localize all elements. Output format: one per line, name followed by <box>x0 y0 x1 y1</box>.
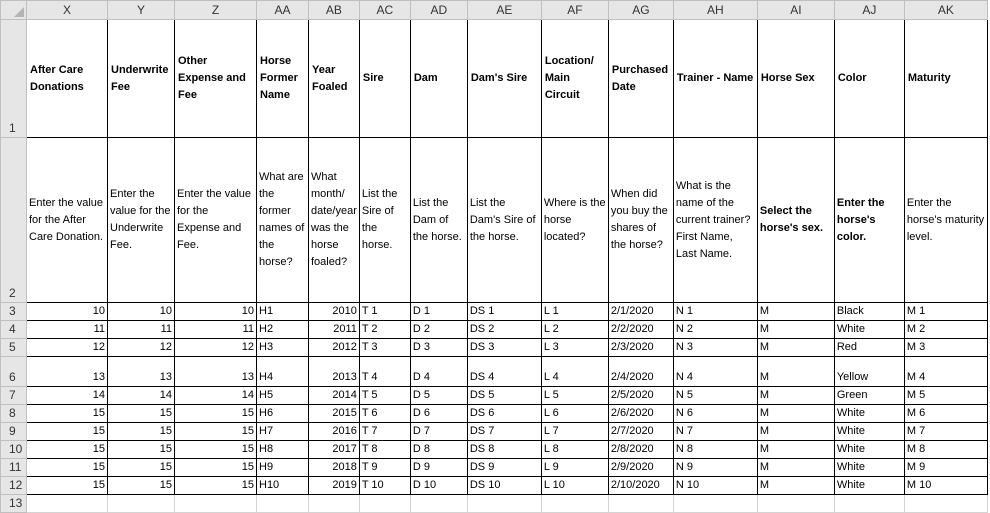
row-header[interactable]: 5 <box>1 339 27 357</box>
row-header[interactable]: 13 <box>1 495 27 513</box>
description-cell[interactable]: List the Sire of the horse. <box>359 138 410 303</box>
data-cell[interactable]: 14 <box>175 387 257 405</box>
data-cell[interactable]: M <box>757 357 834 387</box>
header-cell[interactable]: After Care Donations <box>27 20 108 138</box>
empty-cell[interactable] <box>467 495 541 513</box>
data-cell[interactable]: DS 1 <box>467 303 541 321</box>
header-cell[interactable]: Other Expense and Fee <box>175 20 257 138</box>
data-cell[interactable]: D 6 <box>410 405 467 423</box>
data-cell[interactable]: DS 9 <box>467 459 541 477</box>
data-cell[interactable]: L 6 <box>541 405 608 423</box>
data-cell[interactable]: M <box>757 405 834 423</box>
data-cell[interactable]: N 2 <box>673 321 757 339</box>
empty-cell[interactable] <box>757 495 834 513</box>
data-cell[interactable]: T 7 <box>359 423 410 441</box>
data-cell[interactable]: D 5 <box>410 387 467 405</box>
header-cell[interactable]: Dam's Sire <box>467 20 541 138</box>
data-cell[interactable]: DS 3 <box>467 339 541 357</box>
column-header-ah[interactable]: AH <box>673 1 757 20</box>
data-cell[interactable]: D 3 <box>410 339 467 357</box>
description-cell[interactable]: List the Dam's Sire of the horse. <box>467 138 541 303</box>
data-cell[interactable]: M 5 <box>904 387 987 405</box>
data-cell[interactable]: White <box>834 477 904 495</box>
table-row <box>1 477 988 495</box>
data-cell[interactable]: 12 <box>108 339 175 357</box>
data-cell[interactable]: DS 5 <box>467 387 541 405</box>
data-cell[interactable]: 15 <box>108 405 175 423</box>
data-cell[interactable]: M 7 <box>904 423 987 441</box>
column-header-af[interactable]: AF <box>541 1 608 20</box>
data-cell[interactable]: H8 <box>257 441 309 459</box>
data-cell[interactable]: M 3 <box>904 339 987 357</box>
data-cell[interactable]: H4 <box>257 357 309 387</box>
data-cell[interactable]: 11 <box>27 321 108 339</box>
data-cell[interactable]: M <box>757 459 834 477</box>
data-cell[interactable]: 15 <box>27 441 108 459</box>
data-cell[interactable]: 12 <box>27 339 108 357</box>
description-cell[interactable]: When did you buy the shares of the horse? <box>608 138 673 303</box>
description-cell[interactable]: What are the former names of the horse? <box>257 138 309 303</box>
description-cell[interactable]: List the Dam of the horse. <box>410 138 467 303</box>
table-row <box>1 357 988 387</box>
data-cell[interactable]: 10 <box>27 303 108 321</box>
header-cell[interactable]: Sire <box>359 20 410 138</box>
data-cell[interactable]: M <box>757 441 834 459</box>
data-cell[interactable]: H1 <box>257 303 309 321</box>
data-cell[interactable]: Yellow <box>834 357 904 387</box>
data-cell[interactable]: L 2 <box>541 321 608 339</box>
data-cell[interactable]: 2/2/2020 <box>608 321 673 339</box>
header-cell[interactable]: Purchased Date <box>608 20 673 138</box>
data-cell[interactable]: 15 <box>27 423 108 441</box>
data-cell[interactable]: DS 7 <box>467 423 541 441</box>
empty-cell[interactable] <box>257 495 309 513</box>
data-cell[interactable]: 15 <box>108 423 175 441</box>
table-row <box>1 303 988 321</box>
data-cell[interactable]: 15 <box>108 477 175 495</box>
data-cell[interactable]: L 1 <box>541 303 608 321</box>
data-cell[interactable]: DS 8 <box>467 441 541 459</box>
data-cell[interactable]: White <box>834 405 904 423</box>
data-cell[interactable]: 2/4/2020 <box>608 357 673 387</box>
data-cell[interactable]: T 6 <box>359 405 410 423</box>
description-cell[interactable]: Where is the horse located? <box>541 138 608 303</box>
data-cell[interactable]: 15 <box>27 477 108 495</box>
data-cell[interactable]: T 1 <box>359 303 410 321</box>
table-row <box>1 339 988 357</box>
data-cell[interactable]: 15 <box>175 423 257 441</box>
data-cell[interactable]: D 10 <box>410 477 467 495</box>
data-cell[interactable]: M 10 <box>904 477 987 495</box>
table-row <box>1 423 988 441</box>
header-cell[interactable]: Horse Sex <box>757 20 834 138</box>
header-cell[interactable]: Location/ Main Circuit <box>541 20 608 138</box>
row-header[interactable]: 1 <box>1 20 27 138</box>
data-cell[interactable]: N 8 <box>673 441 757 459</box>
data-cell[interactable]: M 1 <box>904 303 987 321</box>
data-cell[interactable]: D 2 <box>410 321 467 339</box>
data-cell[interactable]: L 5 <box>541 387 608 405</box>
data-cell[interactable]: 2010 <box>309 303 360 321</box>
data-cell[interactable]: M <box>757 321 834 339</box>
data-cell[interactable]: T 8 <box>359 441 410 459</box>
data-cell[interactable]: M 8 <box>904 441 987 459</box>
header-cell[interactable]: Year Foaled <box>309 20 360 138</box>
data-cell[interactable]: DS 6 <box>467 405 541 423</box>
column-header-ad[interactable]: AD <box>410 1 467 20</box>
data-cell[interactable]: 2/10/2020 <box>608 477 673 495</box>
data-cell[interactable]: White <box>834 423 904 441</box>
table-row <box>1 405 988 423</box>
data-cell[interactable]: H7 <box>257 423 309 441</box>
column-header-ac[interactable]: AC <box>359 1 410 20</box>
empty-cell[interactable] <box>27 495 108 513</box>
data-cell[interactable]: 15 <box>27 459 108 477</box>
data-cell[interactable]: DS 10 <box>467 477 541 495</box>
empty-cell[interactable] <box>309 495 360 513</box>
column-header-x[interactable]: X <box>27 1 108 20</box>
table-row <box>1 321 988 339</box>
data-cell[interactable]: D 7 <box>410 423 467 441</box>
data-cell[interactable]: 15 <box>175 441 257 459</box>
data-cell[interactable]: 2013 <box>309 357 360 387</box>
row-header[interactable]: 9 <box>1 423 27 441</box>
row-header[interactable]: 11 <box>1 459 27 477</box>
data-cell[interactable]: 14 <box>108 387 175 405</box>
empty-cell[interactable] <box>108 495 175 513</box>
header-cell[interactable]: Dam <box>410 20 467 138</box>
data-cell[interactable]: 2014 <box>309 387 360 405</box>
data-cell[interactable]: L 8 <box>541 441 608 459</box>
empty-cell[interactable] <box>541 495 608 513</box>
description-cell[interactable]: Enter the value for the Expense and Fee. <box>175 138 257 303</box>
data-cell[interactable]: Red <box>834 339 904 357</box>
data-cell[interactable]: N 7 <box>673 423 757 441</box>
data-cell[interactable]: 2/5/2020 <box>608 387 673 405</box>
data-cell[interactable]: 2/6/2020 <box>608 405 673 423</box>
data-cell[interactable]: 11 <box>175 321 257 339</box>
empty-cell[interactable] <box>410 495 467 513</box>
data-cell[interactable]: T 5 <box>359 387 410 405</box>
data-cell[interactable]: M <box>757 477 834 495</box>
data-cell[interactable]: 2/9/2020 <box>608 459 673 477</box>
empty-cell[interactable] <box>359 495 410 513</box>
data-cell[interactable]: 15 <box>175 477 257 495</box>
description-cell[interactable]: What month/ date/year was the horse foaled? <box>309 138 360 303</box>
data-cell[interactable]: Green <box>834 387 904 405</box>
data-cell[interactable]: M <box>757 423 834 441</box>
data-cell[interactable]: L 7 <box>541 423 608 441</box>
data-cell[interactable]: L 10 <box>541 477 608 495</box>
data-cell[interactable]: N 10 <box>673 477 757 495</box>
row-header[interactable]: 7 <box>1 387 27 405</box>
data-cell[interactable]: M 2 <box>904 321 987 339</box>
data-cell[interactable]: M <box>757 303 834 321</box>
empty-cell[interactable] <box>175 495 257 513</box>
data-cell[interactable]: 2/8/2020 <box>608 441 673 459</box>
data-cell[interactable]: L 4 <box>541 357 608 387</box>
header-cell[interactable]: Color <box>834 20 904 138</box>
data-cell[interactable]: 2012 <box>309 339 360 357</box>
column-header-ai[interactable]: AI <box>757 1 834 20</box>
data-cell[interactable]: H10 <box>257 477 309 495</box>
column-header-row <box>1 1 988 20</box>
data-cell[interactable]: Black <box>834 303 904 321</box>
data-cell[interactable]: 15 <box>175 405 257 423</box>
data-cell[interactable]: 2011 <box>309 321 360 339</box>
data-cell[interactable]: T 2 <box>359 321 410 339</box>
data-cell[interactable]: 15 <box>108 459 175 477</box>
data-cell[interactable]: DS 4 <box>467 357 541 387</box>
data-cell[interactable]: 13 <box>27 357 108 387</box>
data-cell[interactable]: 15 <box>108 441 175 459</box>
data-cell[interactable]: N 3 <box>673 339 757 357</box>
data-cell[interactable]: 2/3/2020 <box>608 339 673 357</box>
empty-cell[interactable] <box>608 495 673 513</box>
data-cell[interactable]: M <box>757 387 834 405</box>
data-cell[interactable]: 2018 <box>309 459 360 477</box>
row-header[interactable]: 6 <box>1 357 27 387</box>
data-cell[interactable]: DS 2 <box>467 321 541 339</box>
select-all-corner[interactable] <box>1 1 27 20</box>
empty-cell[interactable] <box>904 495 987 513</box>
data-cell[interactable]: T 10 <box>359 477 410 495</box>
data-cell[interactable]: N 1 <box>673 303 757 321</box>
data-cell[interactable]: 10 <box>108 303 175 321</box>
empty-cell[interactable] <box>834 495 904 513</box>
column-header-ak[interactable]: AK <box>904 1 987 20</box>
data-cell[interactable]: N 6 <box>673 405 757 423</box>
data-cell[interactable]: M 4 <box>904 357 987 387</box>
column-header-aj[interactable]: AJ <box>834 1 904 20</box>
table-row <box>1 495 988 513</box>
table-row <box>1 387 988 405</box>
data-cell[interactable]: M 6 <box>904 405 987 423</box>
column-header-y[interactable]: Y <box>108 1 175 20</box>
data-cell[interactable]: L 3 <box>541 339 608 357</box>
data-cell[interactable]: D 8 <box>410 441 467 459</box>
row-header[interactable]: 8 <box>1 405 27 423</box>
description-cell[interactable]: What is the name of the current trainer? First Name, Last Name. <box>673 138 757 303</box>
data-cell[interactable]: 11 <box>108 321 175 339</box>
data-cell[interactable]: 15 <box>27 405 108 423</box>
data-cell[interactable]: 2019 <box>309 477 360 495</box>
description-cell[interactable]: Enter the value for the Underwrite Fee. <box>108 138 175 303</box>
data-cell[interactable]: D 9 <box>410 459 467 477</box>
data-cell[interactable]: White <box>834 321 904 339</box>
data-cell[interactable]: D 4 <box>410 357 467 387</box>
data-cell[interactable]: T 9 <box>359 459 410 477</box>
data-cell[interactable]: 13 <box>175 357 257 387</box>
row-header[interactable]: 12 <box>1 477 27 495</box>
data-cell[interactable]: 2016 <box>309 423 360 441</box>
table-row <box>1 138 988 303</box>
data-cell[interactable]: L 9 <box>541 459 608 477</box>
row-header[interactable]: 3 <box>1 303 27 321</box>
data-cell[interactable]: D 1 <box>410 303 467 321</box>
data-cell[interactable]: 14 <box>27 387 108 405</box>
row-header[interactable]: 2 <box>1 138 27 303</box>
data-cell[interactable]: White <box>834 441 904 459</box>
data-cell[interactable]: 2015 <box>309 405 360 423</box>
data-cell[interactable]: 13 <box>108 357 175 387</box>
data-cell[interactable]: 12 <box>175 339 257 357</box>
empty-cell[interactable] <box>673 495 757 513</box>
column-header-ag[interactable]: AG <box>608 1 673 20</box>
data-cell[interactable]: N 5 <box>673 387 757 405</box>
column-header-z[interactable]: Z <box>175 1 257 20</box>
data-cell[interactable]: M 9 <box>904 459 987 477</box>
data-cell[interactable]: N 4 <box>673 357 757 387</box>
data-cell[interactable]: 2017 <box>309 441 360 459</box>
data-cell[interactable]: H9 <box>257 459 309 477</box>
data-cell[interactable]: 2/1/2020 <box>608 303 673 321</box>
description-cell[interactable]: Enter the horse's maturity level. <box>904 138 987 303</box>
header-cell[interactable]: Underwrite Fee <box>108 20 175 138</box>
data-cell[interactable]: 15 <box>175 459 257 477</box>
table-row <box>1 441 988 459</box>
row-header[interactable]: 4 <box>1 321 27 339</box>
data-cell[interactable]: H3 <box>257 339 309 357</box>
data-cell[interactable]: N 9 <box>673 459 757 477</box>
description-cell[interactable]: Enter the value for the After Care Donation. <box>27 138 108 303</box>
data-cell[interactable]: T 3 <box>359 339 410 357</box>
data-cell[interactable]: White <box>834 459 904 477</box>
data-cell[interactable]: H5 <box>257 387 309 405</box>
data-cell[interactable]: 2/7/2020 <box>608 423 673 441</box>
description-cell[interactable]: Select the horse's sex. <box>757 138 834 303</box>
data-cell[interactable]: H6 <box>257 405 309 423</box>
header-cell[interactable]: Trainer - Name <box>673 20 757 138</box>
data-cell[interactable]: H2 <box>257 321 309 339</box>
data-cell[interactable]: M <box>757 339 834 357</box>
data-cell[interactable]: T 4 <box>359 357 410 387</box>
table-row <box>1 20 988 138</box>
column-header-ae[interactable]: AE <box>467 1 541 20</box>
header-cell[interactable]: Horse Former Name <box>257 20 309 138</box>
description-cell[interactable]: Enter the horse's color. <box>834 138 904 303</box>
data-cell[interactable]: 10 <box>175 303 257 321</box>
column-header-aa[interactable]: AA <box>257 1 309 20</box>
header-cell[interactable]: Maturity <box>904 20 987 138</box>
table-row <box>1 459 988 477</box>
row-header[interactable]: 10 <box>1 441 27 459</box>
column-header-ab[interactable]: AB <box>309 1 360 20</box>
